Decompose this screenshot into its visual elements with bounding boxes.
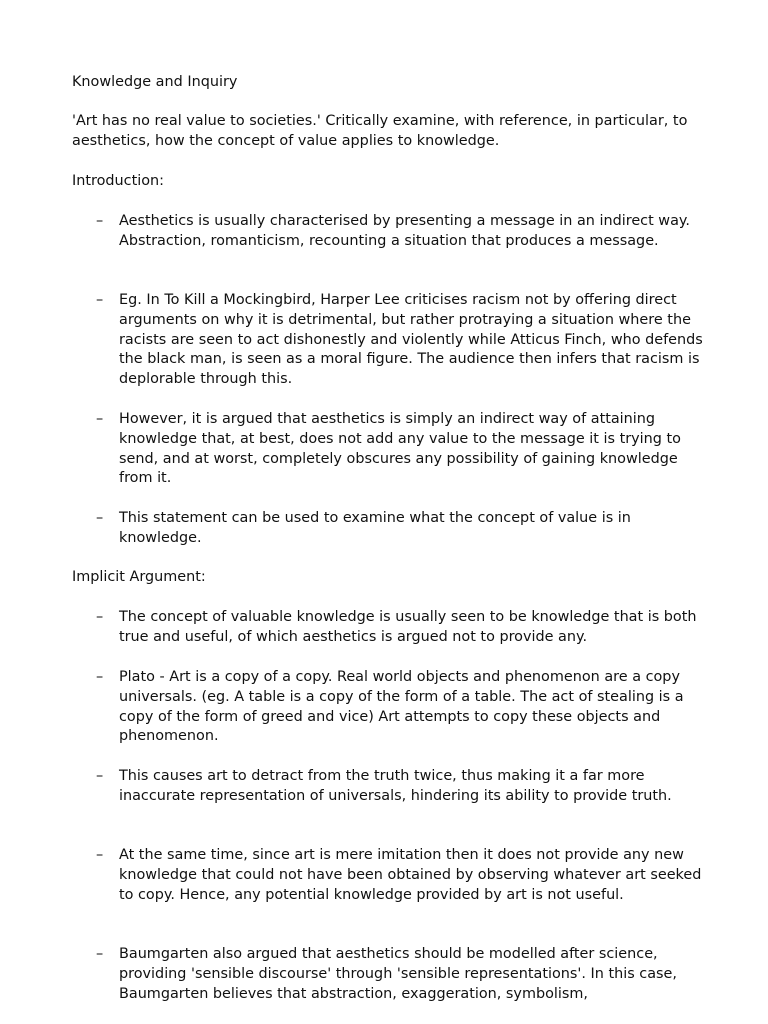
dash-marker: – <box>96 768 104 784</box>
bullet-item <box>96 668 708 747</box>
dash-marker: – <box>96 213 104 229</box>
bullet-item <box>96 509 708 549</box>
bullet-text: This statement can be used to examine what the concept of value is in knowledge. <box>119 510 631 546</box>
bullet-text: However, it is argued that aesthetics is simply an indirect way of attaining knowledge that, at best, does not add any value to the message it is trying to send, and at worst, completely obscures any possibility of gaining knowledge from it. <box>119 411 681 487</box>
bullet-text: This causes art to detract from the truth twice, thus making it a far more inaccurate representation of universals, hindering its ability to provide truth. <box>119 768 672 804</box>
bullet-text: Aesthetics is usually characterised by presenting a message in an indirect way. Abstraction, romanticism, recounting a situation that produces a message. <box>119 213 690 249</box>
dash-marker: – <box>96 946 104 962</box>
document-title: Knowledge and Inquiry <box>72 74 238 90</box>
dash-marker: – <box>96 609 104 625</box>
dash-marker: – <box>96 847 104 863</box>
dash-marker: – <box>96 669 104 685</box>
dash-marker: – <box>96 510 104 526</box>
bullet-text: Baumgarten also argued that aesthetics should be modelled after science, providing 'sensible discourse' through 'sensible representations'. In this case, Baumgarten believes that abstraction, exaggeration, symbolism, <box>119 946 677 1002</box>
bullet-text: At the same time, since art is mere imitation then it does not provide any new knowledge that could not have been obtained by observing whatever art seeked to copy. Hence, any potential knowledge provided by art is not useful. <box>119 847 702 903</box>
section-heading-introduction: Introduction: <box>72 173 164 189</box>
bullet-text: Eg. In To Kill a Mockingbird, Harper Lee criticises racism not by offering direct arguments on why it is detrimental, but rather protraying a situation where the racists are seen to act dishonestly and violently while Atticus Finch, who defends the black man, is seen as a moral figure. The audience then infers that racism is deplorable through this. <box>119 292 703 388</box>
bullet-text: The concept of valuable knowledge is usually seen to be knowledge that is both true and useful, of which aesthetics is argued not to provide any. <box>119 609 697 645</box>
bullet-item <box>96 291 708 390</box>
section-heading-implicit-argument: Implicit Argument: <box>72 569 206 585</box>
bullet-item <box>96 767 708 807</box>
dash-marker: – <box>96 292 104 308</box>
bullet-item <box>96 945 708 1004</box>
bullet-item <box>96 410 708 489</box>
bullet-text: Plato - Art is a copy of a copy. Real world objects and phenomenon are a copy universals. (eg. A table is a copy of the form of a table. The act of stealing is a copy of the form of greed and vice) Art attempts to copy these objects and phenomenon. <box>119 669 684 745</box>
bullet-item <box>96 212 708 252</box>
dash-marker: – <box>96 411 104 427</box>
bullet-item <box>96 608 708 648</box>
bullet-item <box>96 846 708 905</box>
essay-question: 'Art has no real value to societies.' Critically examine, with reference, in particular, to aesthetics, how the concept of value applies to knowledge. <box>72 113 688 149</box>
